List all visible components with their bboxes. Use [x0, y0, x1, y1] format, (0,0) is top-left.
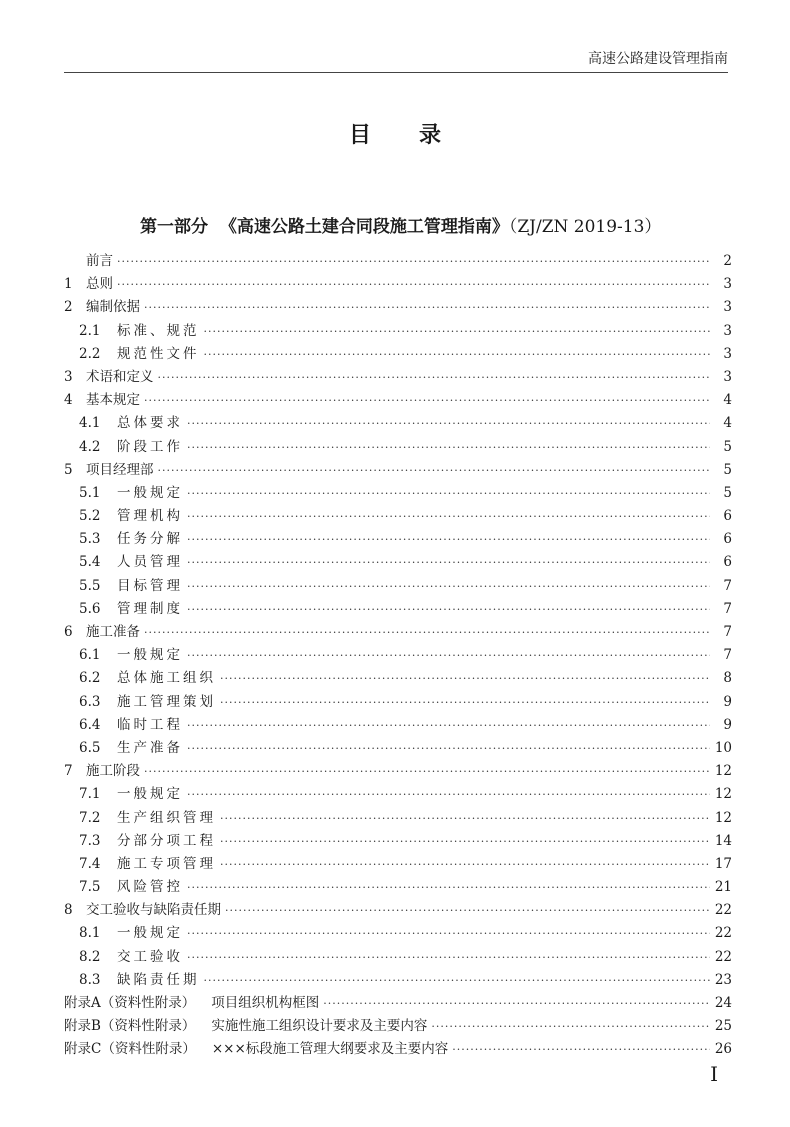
toc-entry[interactable]	[64, 505, 732, 528]
toc-entry-label: ×××标段施工管理大纲要求及主要内容	[211, 1041, 449, 1058]
toc-entry-page: 2	[723, 253, 732, 269]
toc-entry-label: 目标管理	[117, 577, 183, 594]
toc-leader-dots	[187, 876, 710, 899]
toc-entry[interactable]	[64, 436, 732, 459]
part-label: 第一部分	[140, 217, 208, 237]
toc-entry-page: 6	[723, 554, 732, 571]
toc-entry[interactable]	[64, 644, 732, 667]
toc-entry-page: 3	[723, 299, 732, 316]
toc-entry-number: 5.6	[79, 600, 101, 617]
toc-entry-number: 3	[64, 368, 73, 385]
toc-entry[interactable]	[64, 389, 732, 412]
toc-entry-page: 3	[723, 368, 732, 385]
toc-entry-number: 6.5	[79, 739, 101, 756]
toc-entry-number: 7.5	[79, 879, 101, 896]
toc-entry-page: 24	[714, 995, 732, 1011]
toc-entry-page: 22	[714, 948, 732, 965]
toc-entry-number: 7.4	[79, 855, 101, 872]
toc-entry-label: 任务分解	[117, 531, 183, 548]
toc-entry[interactable]	[64, 783, 732, 806]
toc-entry-number: 7.3	[79, 832, 101, 849]
toc-entry-number: 8.3	[79, 971, 101, 988]
toc-entry-label: 实施性施工组织设计要求及主要内容	[211, 1018, 428, 1035]
toc-entry[interactable]	[64, 691, 732, 714]
toc-entry-page: 25	[714, 1018, 732, 1035]
toc-entry-number: 6.2	[79, 670, 101, 687]
toc-entry-page: 6	[723, 508, 732, 525]
toc-leader-dots	[452, 1038, 710, 1061]
toc-entry-number: 5.4	[79, 554, 101, 571]
toc-leader-dots	[117, 273, 710, 296]
toc-entry[interactable]	[64, 343, 732, 366]
toc-entry-label: 人员管理	[117, 554, 183, 571]
toc-entry-label: 施工准备	[86, 624, 140, 640]
running-header: 高速公路建设管理指南	[588, 51, 728, 67]
toc-entry-label: 基本规定	[86, 392, 140, 409]
toc-leader-dots	[204, 343, 711, 366]
toc-entry[interactable]	[64, 830, 732, 853]
toc-entry-page: 5	[723, 484, 732, 501]
toc-entry-label: 生产组织管理	[117, 809, 216, 826]
toc-entry[interactable]	[64, 946, 732, 969]
toc-entry[interactable]	[64, 621, 732, 644]
toc-leader-dots	[187, 598, 710, 621]
toc-leader-dots	[187, 436, 710, 459]
part-code: （ZJ/ZN 2019-13）	[508, 217, 662, 237]
toc-entry[interactable]	[64, 482, 732, 505]
toc-entry-number: 5	[64, 461, 73, 478]
toc-leader-dots	[225, 899, 710, 922]
toc-entry[interactable]	[64, 551, 732, 574]
toc-entry-number: 8	[64, 902, 73, 919]
toc-leader-dots	[158, 366, 711, 389]
toc-entry-number: 7.2	[79, 809, 101, 826]
toc-leader-dots	[220, 667, 710, 690]
toc-entry-label: 规范性文件	[117, 345, 200, 362]
toc-leader-dots	[187, 946, 710, 969]
page-title: 目录	[348, 122, 489, 148]
toc-entry-label: 前言	[86, 253, 113, 269]
toc-entry[interactable]	[64, 320, 732, 343]
toc-entry[interactable]	[64, 1038, 732, 1061]
toc-entry-label: 一般规定	[117, 484, 183, 501]
toc-entry-page: 12	[714, 763, 732, 780]
toc-leader-dots	[187, 714, 710, 737]
page-number: I	[710, 1062, 718, 1086]
toc-entry-number: 2.2	[79, 345, 101, 362]
toc-entry-page: 3	[723, 276, 732, 293]
toc-entry-page: 17	[714, 855, 732, 872]
toc-entry-label: 缺陷责任期	[117, 971, 200, 988]
toc-entry-number: 6.1	[79, 647, 101, 664]
toc-entry-label: 项目经理部	[86, 461, 154, 478]
toc-entry[interactable]	[64, 575, 732, 598]
toc-entry[interactable]	[64, 296, 732, 319]
toc-entry[interactable]	[64, 853, 732, 876]
toc-leader-dots	[431, 1015, 710, 1038]
toc-entry-label: 总体要求	[117, 415, 183, 432]
toc-entry[interactable]	[64, 807, 732, 830]
toc-entry[interactable]	[64, 737, 732, 760]
toc-entry-page: 7	[723, 577, 732, 594]
toc-list	[64, 250, 732, 1062]
toc-entry-number: 6.3	[79, 693, 101, 710]
part-book-title: 《高速公路土建合同段施工管理指南》	[219, 217, 509, 237]
toc-leader-dots	[144, 296, 710, 319]
toc-leader-dots	[204, 320, 711, 343]
toc-entry-page: 10	[714, 739, 732, 756]
toc-entry[interactable]	[64, 273, 732, 296]
toc-entry-number: 4.2	[79, 438, 101, 455]
toc-entry[interactable]	[64, 714, 732, 737]
toc-entry-label: 临时工程	[117, 716, 183, 733]
toc-leader-dots	[187, 644, 710, 667]
toc-entry-label: 一般规定	[117, 925, 183, 942]
toc-entry-number: 5.1	[79, 484, 101, 501]
toc-entry-number: 4.1	[79, 415, 101, 432]
toc-leader-dots	[187, 528, 710, 551]
toc-leader-dots	[187, 922, 710, 945]
toc-entry-page: 7	[723, 600, 732, 617]
toc-entry[interactable]	[64, 922, 732, 945]
toc-entry-label: 术语和定义	[86, 368, 154, 385]
toc-leader-dots	[187, 505, 710, 528]
toc-entry[interactable]	[64, 899, 732, 922]
toc-entry-page: 12	[714, 786, 732, 803]
toc-entry-number: 6.4	[79, 716, 101, 733]
toc-entry-page: 14	[714, 832, 732, 849]
toc-entry[interactable]	[64, 760, 732, 783]
toc-entry-page: 9	[723, 716, 732, 733]
toc-entry-label: 风险管控	[117, 879, 183, 896]
toc-entry[interactable]	[64, 366, 732, 389]
toc-leader-dots	[144, 621, 710, 644]
toc-entry-page: 7	[723, 624, 732, 640]
toc-leader-dots	[323, 992, 710, 1015]
toc-entry-number: 6	[64, 624, 73, 640]
toc-leader-dots	[220, 830, 710, 853]
toc-leader-dots	[204, 969, 711, 992]
toc-entry-number: 附录B（资料性附录）	[64, 1018, 196, 1035]
toc-entry[interactable]	[64, 992, 732, 1015]
toc-entry[interactable]	[64, 598, 732, 621]
toc-leader-dots	[117, 250, 710, 273]
toc-entry-label: 施工专项管理	[117, 855, 216, 872]
toc-leader-dots	[220, 691, 710, 714]
toc-entry-page: 9	[723, 693, 732, 710]
toc-entry[interactable]	[64, 876, 732, 899]
toc-entry-page: 22	[714, 902, 732, 919]
toc-leader-dots	[187, 412, 710, 435]
toc-entry-number: 5.2	[79, 508, 101, 525]
toc-entry[interactable]	[64, 250, 732, 273]
toc-entry-page: 6	[723, 531, 732, 548]
toc-entry-label: 总则	[86, 276, 113, 293]
toc-entry-label: 施工管理策划	[117, 693, 216, 710]
toc-entry-label: 施工阶段	[86, 763, 140, 780]
toc-leader-dots	[187, 482, 710, 505]
toc-entry-page: 3	[723, 322, 732, 339]
toc-leader-dots	[220, 853, 710, 876]
toc-entry-label: 编制依据	[86, 299, 140, 316]
toc-entry-page: 12	[714, 809, 732, 826]
toc-entry-page: 5	[723, 438, 732, 455]
toc-entry[interactable]	[64, 667, 732, 690]
toc-entry-page: 4	[723, 415, 732, 432]
toc-leader-dots	[158, 459, 711, 482]
toc-entry[interactable]	[64, 969, 732, 992]
toc-entry-number: 7	[64, 763, 73, 780]
toc-entry-label: 总体施工组织	[117, 670, 216, 687]
toc-entry-label: 生产准备	[117, 739, 183, 756]
toc-entry-page: 7	[723, 647, 732, 664]
toc-entry-label: 标准、规范	[117, 322, 200, 339]
toc-entry-page: 5	[723, 461, 732, 478]
toc-entry-page: 8	[723, 670, 732, 687]
toc-leader-dots	[187, 737, 710, 760]
toc-entry-number: 7.1	[79, 786, 101, 803]
header-rule	[64, 72, 728, 73]
toc-entry[interactable]	[64, 528, 732, 551]
toc-entry-number: 8.1	[79, 925, 101, 942]
toc-entry-page: 4	[723, 392, 732, 409]
toc-entry-page: 22	[714, 925, 732, 942]
toc-leader-dots	[144, 760, 710, 783]
toc-entry-label: 交工验收与缺陷责任期	[86, 902, 221, 919]
toc-leader-dots	[187, 783, 710, 806]
toc-entry-number: 2	[64, 299, 73, 316]
toc-entry-number: 附录C（资料性附录）	[64, 1041, 196, 1058]
toc-entry[interactable]	[64, 459, 732, 482]
toc-entry-label: 管理机构	[117, 508, 183, 525]
toc-entry-label: 管理制度	[117, 600, 183, 617]
toc-entry-number: 8.2	[79, 948, 101, 965]
toc-entry[interactable]	[64, 412, 732, 435]
toc-entry-label: 分部分项工程	[117, 832, 216, 849]
toc-entry-label: 一般规定	[117, 647, 183, 664]
toc-entry-label: 交工验收	[117, 948, 183, 965]
toc-leader-dots	[187, 551, 710, 574]
toc-entry-label: 项目组织机构框图	[211, 995, 320, 1011]
toc-entry-number: 5.5	[79, 577, 101, 594]
toc-entry-label: 一般规定	[117, 786, 183, 803]
toc-entry-number: 5.3	[79, 531, 101, 548]
toc-entry-number: 1	[64, 276, 73, 293]
toc-entry-number: 2.1	[79, 322, 101, 339]
part-heading	[140, 212, 661, 237]
toc-entry[interactable]	[64, 1015, 732, 1038]
toc-entry-page: 23	[714, 971, 732, 988]
toc-entry-label: 阶段工作	[117, 438, 183, 455]
toc-leader-dots	[220, 807, 710, 830]
toc-leader-dots	[144, 389, 710, 412]
toc-entry-number: 附录A（资料性附录）	[64, 995, 196, 1011]
toc-entry-number: 4	[64, 392, 73, 409]
toc-entry-page: 3	[723, 345, 732, 362]
toc-entry-page: 26	[714, 1041, 732, 1058]
toc-leader-dots	[187, 575, 710, 598]
toc-entry-page: 21	[714, 879, 732, 896]
